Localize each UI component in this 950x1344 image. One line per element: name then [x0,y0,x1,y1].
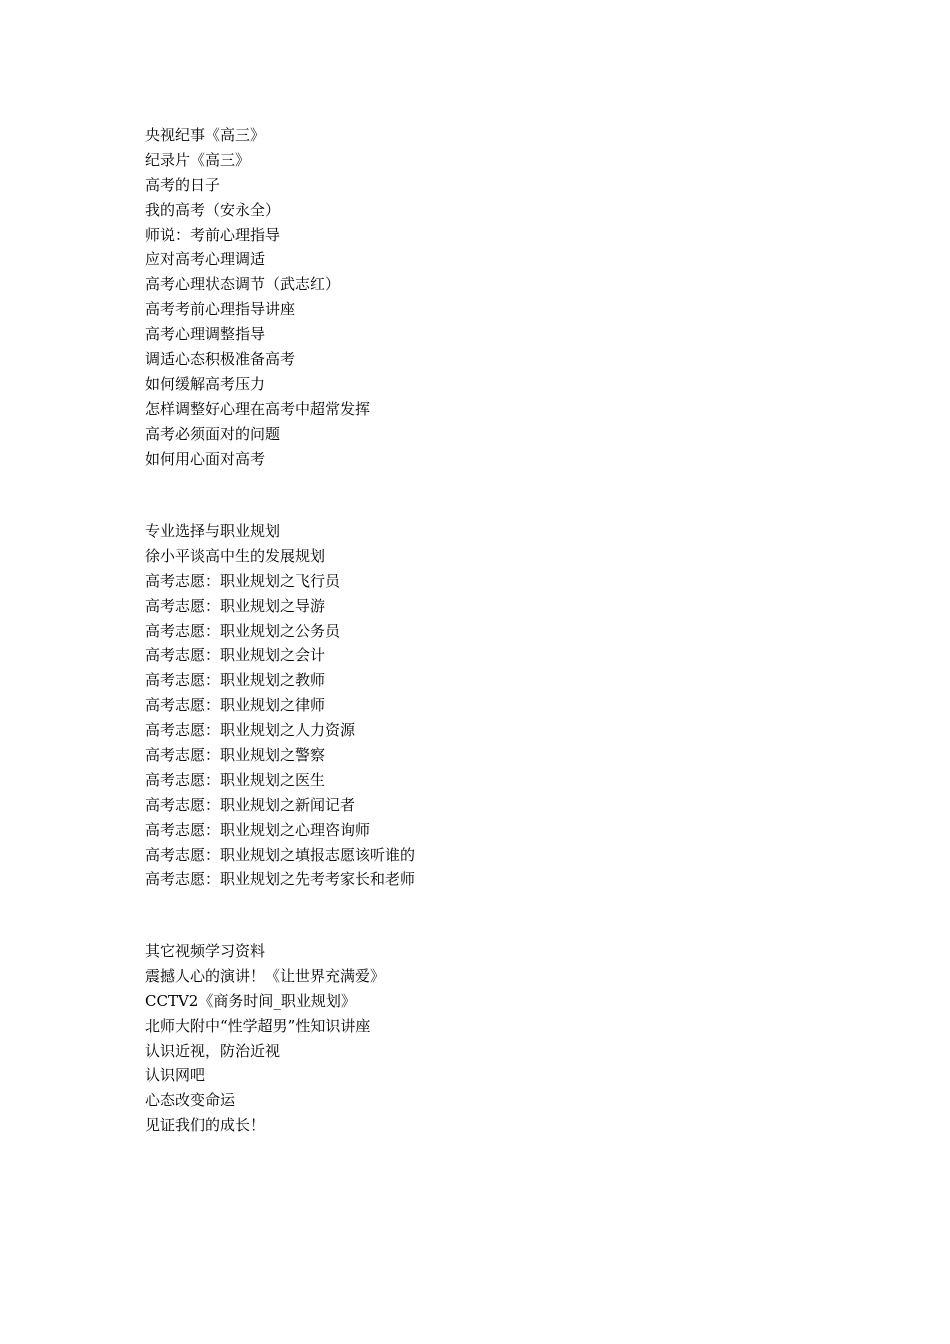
list-item[interactable]: 高考志愿：职业规划之律师 [145,696,326,715]
list-item[interactable]: 震撼人心的演讲！《让世界充满爱》 [145,966,386,985]
list-item[interactable]: 见证我们的成长！ [145,1116,266,1135]
list-item[interactable]: 高考志愿：职业规划之教师 [145,671,326,690]
list-item[interactable]: 如何用心面对高考 [145,449,266,468]
list-item[interactable]: 北师大附中“性学超男”性知识讲座 [145,1016,371,1035]
list-item[interactable]: 高考志愿：职业规划之填报志愿该听谁的 [145,845,416,864]
list-item[interactable]: 高考志愿：职业规划之先考考家长和老师 [145,870,416,889]
list-item[interactable]: 如何缓解高考压力 [145,374,266,393]
list-item[interactable]: 高考志愿：职业规划之导游 [145,596,326,615]
list-item[interactable]: 专业选择与职业规划 [145,522,281,540]
list-item[interactable]: 高考志愿：职业规划之心理咨询师 [145,820,371,839]
list-item[interactable]: 高考心理调整指导 [145,325,266,344]
list-item[interactable]: 怎样调整好心理在高考中超常发挥 [145,399,371,418]
list-item[interactable]: 央视纪事《高三》 [145,126,266,144]
list-item[interactable]: 师说：考前心理指导 [145,225,281,244]
list-item[interactable]: 我的高考（安永全） [145,200,281,219]
list-item[interactable]: 认识近视，防治近视 [145,1041,281,1060]
list-item[interactable]: 高考心理状态调节（武志红） [145,275,341,294]
list-item[interactable]: 高考志愿：职业规划之人力资源 [145,721,356,740]
list-item[interactable]: 纪录片《高三》 [145,150,251,169]
list-item[interactable]: 调适心态积极准备高考 [145,350,296,369]
list-item[interactable]: 认识网吧 [145,1066,206,1085]
list-item[interactable]: 高考志愿：职业规划之医生 [145,770,326,789]
list-item[interactable]: 高考的日子 [145,175,221,194]
career-planning-list [145,519,845,892]
list-item[interactable]: CCTV2《商务时间_职业规划》 [145,991,356,1010]
list-item[interactable]: 高考考前心理指导讲座 [145,300,296,319]
list-item[interactable]: 高考志愿：职业规划之公务员 [145,621,341,640]
list-item[interactable]: 徐小平谈高中生的发展规划 [145,546,326,565]
list-item[interactable]: 高考志愿：职业规划之新闻记者 [145,795,356,814]
list-item[interactable]: 高考志愿：职业规划之会计 [145,646,326,665]
list-item[interactable]: 应对高考心理调适 [145,250,266,269]
list-item[interactable]: 其它视频学习资料 [145,942,266,960]
exam-psychology-list [145,123,845,471]
list-item[interactable]: 心态改变命运 [145,1091,236,1110]
list-item[interactable]: 高考志愿：职业规划之警察 [145,746,326,765]
list-item[interactable]: 高考必须面对的问题 [145,424,281,443]
other-videos-list [145,939,845,1138]
list-item[interactable]: 高考志愿：职业规划之飞行员 [145,571,341,590]
